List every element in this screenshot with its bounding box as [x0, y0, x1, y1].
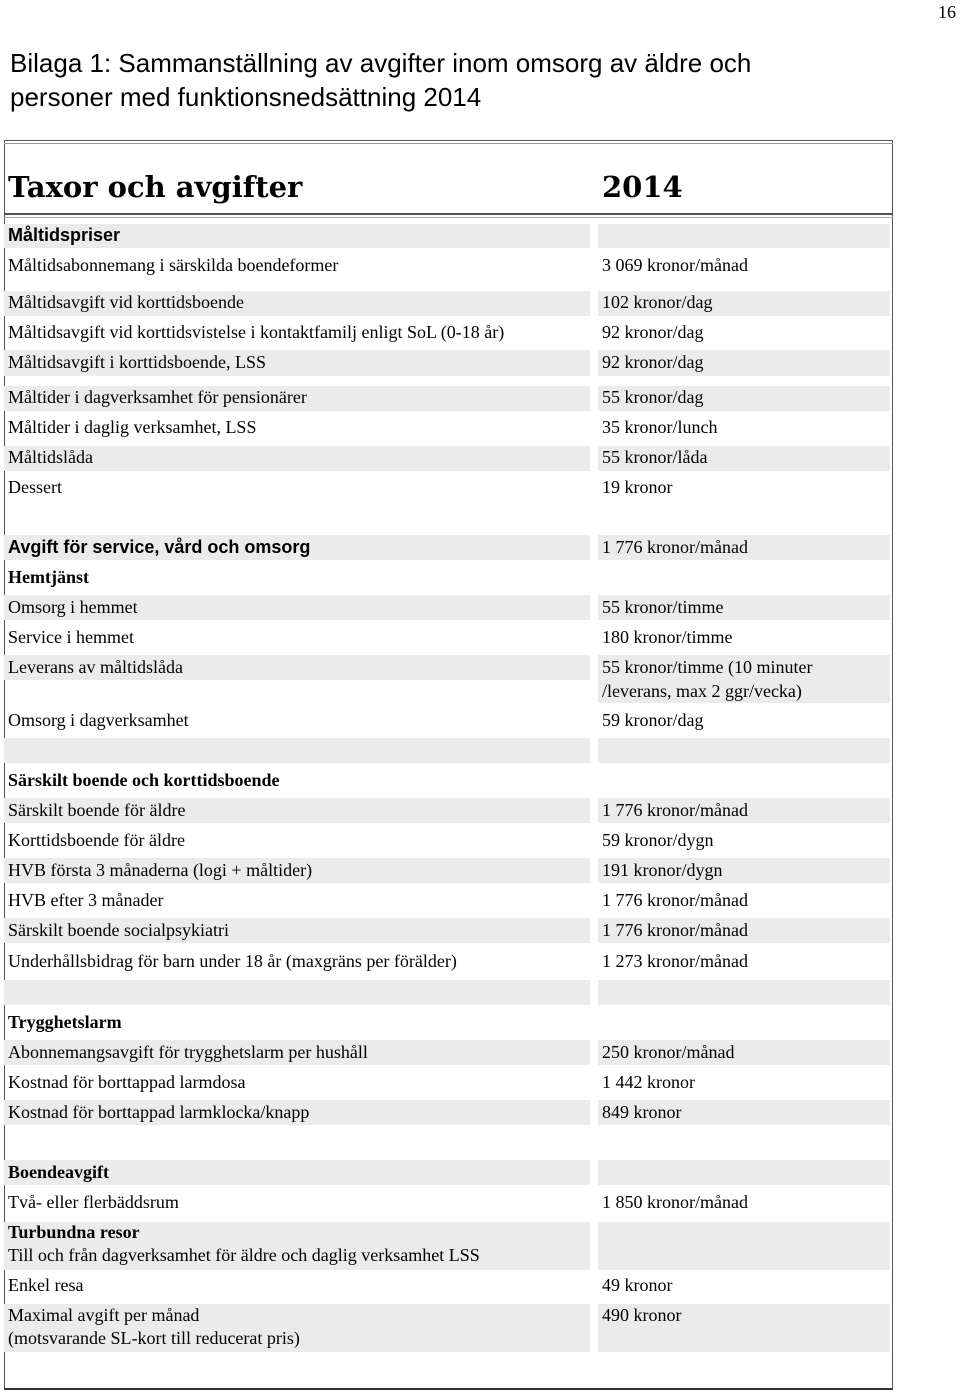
fee-label: Abonnemangsavgift för trygghetslarm per hushåll — [8, 1042, 368, 1062]
fee-label: Service i hemmet — [8, 627, 134, 647]
fee-value: 92 kronor/dag — [602, 352, 704, 372]
fee-value: 55 kronor/timme (10 minuter — [602, 657, 813, 677]
subsection-heading-hemtjanst: Hemtjänst — [8, 567, 89, 587]
fee-value: 1 776 kronor/månad — [602, 920, 748, 940]
section-heading-boendeavgift: Boendeavgift — [8, 1162, 109, 1182]
row-shade — [598, 738, 890, 763]
fee-value: 1 273 kronor/månad — [602, 951, 748, 971]
section-heading-maltidspriser: Måltidspriser — [8, 225, 121, 245]
fee-label: Enkel resa — [8, 1275, 84, 1295]
fee-label: Kostnad för borttappad larmklocka/knapp — [8, 1102, 310, 1122]
fee-label: Måltider i dagverksamhet för pensionärer — [8, 387, 307, 407]
fee-label: Särskilt boende socialpsykiatri — [8, 920, 229, 940]
fee-value: 1 776 kronor/månad — [602, 890, 748, 910]
fee-label: HVB efter 3 månader — [8, 890, 164, 910]
fee-label: Särskilt boende för äldre — [8, 800, 186, 820]
fee-value: 19 kronor — [602, 477, 673, 497]
section-subtitle: Till och från dagverksamhet för äldre och daglig verksamhet LSS — [8, 1245, 480, 1265]
fee-value: 59 kronor/dag — [602, 710, 704, 730]
fee-label: Måltider i daglig verksamhet, LSS — [8, 417, 257, 437]
fee-value: 59 kronor/dygn — [602, 830, 714, 850]
fee-value: 250 kronor/månad — [602, 1042, 735, 1062]
document-title — [10, 46, 930, 114]
fee-value: 1 776 kronor/månad — [602, 800, 748, 820]
header-rule-thin — [4, 217, 893, 218]
fee-label-continued: (motsvarande SL-kort till reducerat pris) — [8, 1328, 300, 1348]
fee-value: 55 kronor/låda — [602, 447, 708, 467]
fee-label: Leverans av måltidslåda — [8, 657, 183, 677]
fee-value: 849 kronor — [602, 1102, 682, 1122]
fee-value-continued: /leverans, max 2 ggr/vecka) — [602, 681, 802, 701]
fee-label: Kostnad för borttappad larmdosa — [8, 1072, 246, 1092]
table-heading: Taxor och avgifter — [8, 170, 303, 204]
fee-label: Måltidsavgift i korttidsboende, LSS — [8, 352, 266, 372]
title-line-2: personer med funktionsnedsättning 2014 — [10, 82, 482, 112]
fee-value: 3 069 kronor/månad — [602, 255, 748, 275]
fee-label: Måltidslåda — [8, 447, 93, 467]
section-heading-service: Avgift för service, vård och omsorg — [8, 537, 311, 557]
fee-value: 191 kronor/dygn — [602, 860, 723, 880]
fee-label: Måltidsabonnemang i särskilda boendeformer — [8, 255, 339, 275]
section-heading-turbundna-resor: Turbundna resor — [8, 1222, 140, 1242]
fee-value: 490 kronor — [602, 1305, 682, 1325]
fee-label: Måltidsavgift vid korttidsboende — [8, 292, 244, 312]
fee-label: Korttidsboende för äldre — [8, 830, 185, 850]
fee-value: 1 776 kronor/månad — [602, 537, 748, 557]
fee-value: 180 kronor/timme — [602, 627, 733, 647]
fee-label: Omsorg i hemmet — [8, 597, 138, 617]
fee-label: Två- eller flerbäddsrum — [8, 1192, 179, 1212]
fee-value: 92 kronor/dag — [602, 322, 704, 342]
row-shade — [598, 980, 890, 1005]
section-heading-trygghetslarm: Trygghetslarm — [8, 1012, 122, 1032]
row-shade — [4, 980, 590, 1005]
table-top-rule — [4, 143, 893, 144]
fee-value: 55 kronor/timme — [602, 597, 724, 617]
title-line-1: Bilaga 1: Sammanställning av avgifter inom omsorg av äldre och — [10, 48, 752, 78]
fee-value: 35 kronor/lunch — [602, 417, 718, 437]
header-rule — [4, 213, 893, 215]
fee-label: Dessert — [8, 477, 62, 497]
row-shade — [598, 1160, 890, 1185]
fee-label: Maximal avgift per månad — [8, 1305, 200, 1325]
fee-value: 1 442 kronor — [602, 1072, 695, 1092]
table-year: 2014 — [602, 170, 683, 204]
fee-label: Måltidsavgift vid korttidsvistelse i kontaktfamilj enligt SoL (0-18 år) — [8, 322, 505, 342]
fee-label: Omsorg i dagverksamhet — [8, 710, 189, 730]
fee-label: Underhållsbidrag för barn under 18 år (maxgräns per förälder) — [8, 951, 457, 971]
fee-value: 1 850 kronor/månad — [602, 1192, 748, 1212]
row-shade — [4, 738, 590, 763]
fee-value: 102 kronor/dag — [602, 292, 713, 312]
fee-value: 55 kronor/dag — [602, 387, 704, 407]
fee-label: HVB första 3 månaderna (logi + måltider) — [8, 860, 313, 880]
section-heading-sarskilt-boende: Särskilt boende och korttidsboende — [8, 770, 280, 790]
row-shade — [598, 224, 890, 248]
row-shade — [598, 1222, 890, 1270]
fee-value: 49 kronor — [602, 1275, 673, 1295]
page-number: 16 — [938, 2, 956, 22]
